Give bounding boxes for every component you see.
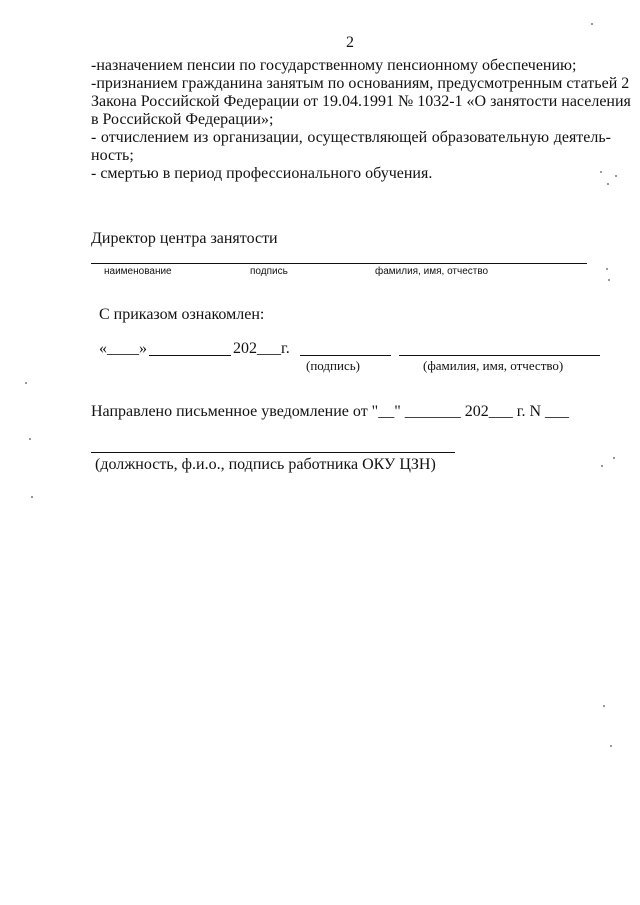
page-number: 2	[346, 34, 354, 51]
scan-speck	[603, 705, 605, 707]
director-label: Директор центра занятости	[91, 230, 278, 247]
date-day: «____»	[99, 340, 147, 357]
scan-speck	[610, 745, 612, 747]
scan-speck	[607, 183, 609, 185]
list-item: -признанием гражданина занятым по основаниям, предусмотренным статьей 2	[91, 75, 630, 92]
caption-acq-fio: (фамилия, имя, отчество)	[423, 358, 564, 373]
caption-signature: подпись	[250, 266, 288, 277]
date-month-line	[149, 355, 231, 356]
scan-speck	[613, 457, 615, 459]
caption-fio: фамилия, имя, отчество	[375, 266, 489, 277]
list-item: - отчислением из организации, осуществляющей образовательную деятель-	[91, 129, 611, 146]
employee-signature-line	[91, 452, 455, 453]
list-item: ность;	[91, 147, 134, 164]
list-item: в Российской Федерации»;	[91, 111, 274, 128]
list-item: - смертью в период профессионального обучения.	[91, 165, 433, 182]
notice-text: Направлено письменное уведомление от "__" _______ 202___ г. N ___	[91, 403, 570, 420]
date-year: 202___г.	[233, 340, 290, 357]
list-item: -назначением пенсии по государственному пенсионному обеспечению;	[91, 57, 577, 74]
scan-speck	[25, 382, 27, 384]
caption-name: наименование	[104, 266, 172, 277]
scan-speck	[615, 175, 617, 177]
employee-caption: (должность, ф.и.о., подпись работника ОКУ ЦЗН)	[95, 456, 436, 473]
scan-speck	[600, 171, 602, 173]
director-signature-line	[91, 263, 587, 264]
acquainted-fio-line	[399, 355, 600, 356]
acquainted-label: С приказом ознакомлен:	[99, 306, 265, 323]
list-item: Закона Российской Федерации от 19.04.1991 № 1032-1 «О занятости населения	[91, 93, 631, 110]
acquainted-signature-line	[300, 355, 391, 356]
scan-speck	[29, 438, 31, 440]
scan-speck	[601, 465, 603, 467]
caption-acq-signature: (подпись)	[306, 358, 360, 373]
scan-speck	[591, 23, 593, 25]
scan-speck	[608, 279, 610, 281]
scan-speck	[31, 496, 33, 498]
scan-speck	[606, 268, 608, 270]
